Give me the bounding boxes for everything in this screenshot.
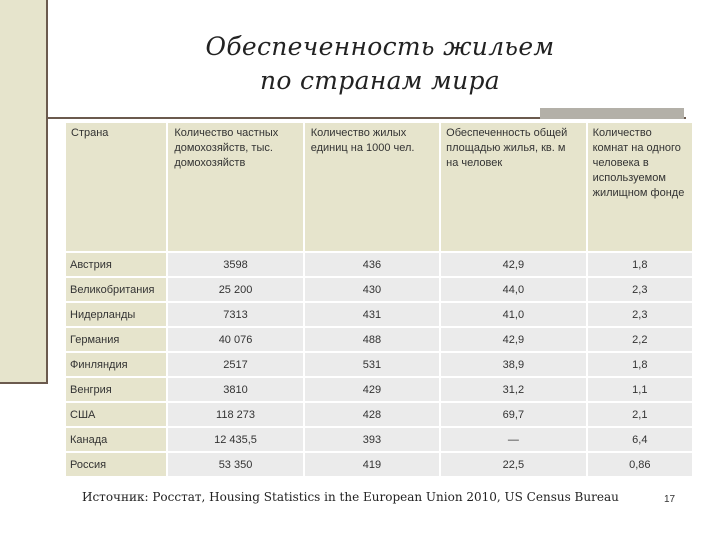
floor-area-cell: 38,9 bbox=[441, 353, 585, 376]
page-number: 17 bbox=[664, 494, 676, 505]
rooms-cell: 2,1 bbox=[588, 403, 692, 426]
households-cell: 53 350 bbox=[168, 453, 302, 476]
rooms-cell: 1,1 bbox=[588, 378, 692, 401]
country-cell: США bbox=[66, 403, 166, 426]
country-cell: Венгрия bbox=[66, 378, 166, 401]
floor-area-cell: 41,0 bbox=[441, 303, 585, 326]
rooms-cell: 2,3 bbox=[588, 303, 692, 326]
country-cell: Австрия bbox=[66, 253, 166, 276]
table-row bbox=[66, 378, 692, 401]
country-cell: Нидерланды bbox=[66, 303, 166, 326]
country-cell: Финляндия bbox=[66, 353, 166, 376]
left-decor-stripe bbox=[0, 0, 46, 382]
table-row bbox=[66, 353, 692, 376]
floor-area-cell: 31,2 bbox=[441, 378, 585, 401]
header-households: Количество частных домохозяйств, тыс. домохозяйств bbox=[168, 123, 302, 251]
dwellings-cell: 431 bbox=[305, 303, 439, 326]
country-cell: Великобритания bbox=[66, 278, 166, 301]
dwellings-cell: 428 bbox=[305, 403, 439, 426]
dwellings-cell: 393 bbox=[305, 428, 439, 451]
table-row bbox=[66, 278, 692, 301]
rooms-cell: 1,8 bbox=[588, 253, 692, 276]
households-cell: 118 273 bbox=[168, 403, 302, 426]
header-rooms: Количество комнат на одного человека в используемом жилищном фонде bbox=[588, 123, 692, 251]
households-cell: 7313 bbox=[168, 303, 302, 326]
page-title bbox=[130, 30, 630, 98]
title-line-2: по странам мира bbox=[260, 66, 500, 95]
header-dwellings: Количество жилых единиц на 1000 чел. bbox=[305, 123, 439, 251]
households-cell: 3598 bbox=[168, 253, 302, 276]
rooms-cell: 0,86 bbox=[588, 453, 692, 476]
dwellings-cell: 531 bbox=[305, 353, 439, 376]
table-row bbox=[66, 453, 692, 476]
table-row bbox=[66, 328, 692, 351]
country-cell: Россия bbox=[66, 453, 166, 476]
country-cell: Канада bbox=[66, 428, 166, 451]
accent-bar bbox=[540, 108, 684, 119]
dwellings-cell: 419 bbox=[305, 453, 439, 476]
households-cell: 2517 bbox=[168, 353, 302, 376]
floor-area-cell: 22,5 bbox=[441, 453, 585, 476]
households-cell: 25 200 bbox=[168, 278, 302, 301]
table-row bbox=[66, 303, 692, 326]
floor-area-cell: 69,7 bbox=[441, 403, 585, 426]
country-cell: Германия bbox=[66, 328, 166, 351]
dwellings-cell: 430 bbox=[305, 278, 439, 301]
table-row bbox=[66, 253, 692, 276]
rooms-cell: 2,3 bbox=[588, 278, 692, 301]
left-decor-bar bbox=[0, 382, 46, 384]
housing-table bbox=[64, 121, 694, 478]
floor-area-cell: 42,9 bbox=[441, 253, 585, 276]
rooms-cell: 1,8 bbox=[588, 353, 692, 376]
dwellings-cell: 429 bbox=[305, 378, 439, 401]
table-row bbox=[66, 403, 692, 426]
header-country: Страна bbox=[66, 123, 166, 251]
households-cell: 3810 bbox=[168, 378, 302, 401]
source-note: Источник: Росстат, Housing Statistics in the European Union 2010, US Census Bureau bbox=[82, 490, 619, 504]
vertical-rule bbox=[46, 0, 48, 384]
dwellings-cell: 488 bbox=[305, 328, 439, 351]
rooms-cell: 2,2 bbox=[588, 328, 692, 351]
floor-area-cell: — bbox=[441, 428, 585, 451]
title-line-1: Обеспеченность жильем bbox=[205, 32, 555, 61]
dwellings-cell: 436 bbox=[305, 253, 439, 276]
header-floor-area: Обеспеченность общей площадью жилья, кв. м на человек bbox=[441, 123, 585, 251]
table-header-row bbox=[66, 123, 692, 251]
households-cell: 12 435,5 bbox=[168, 428, 302, 451]
table-row bbox=[66, 428, 692, 451]
floor-area-cell: 42,9 bbox=[441, 328, 585, 351]
households-cell: 40 076 bbox=[168, 328, 302, 351]
floor-area-cell: 44,0 bbox=[441, 278, 585, 301]
rooms-cell: 6,4 bbox=[588, 428, 692, 451]
